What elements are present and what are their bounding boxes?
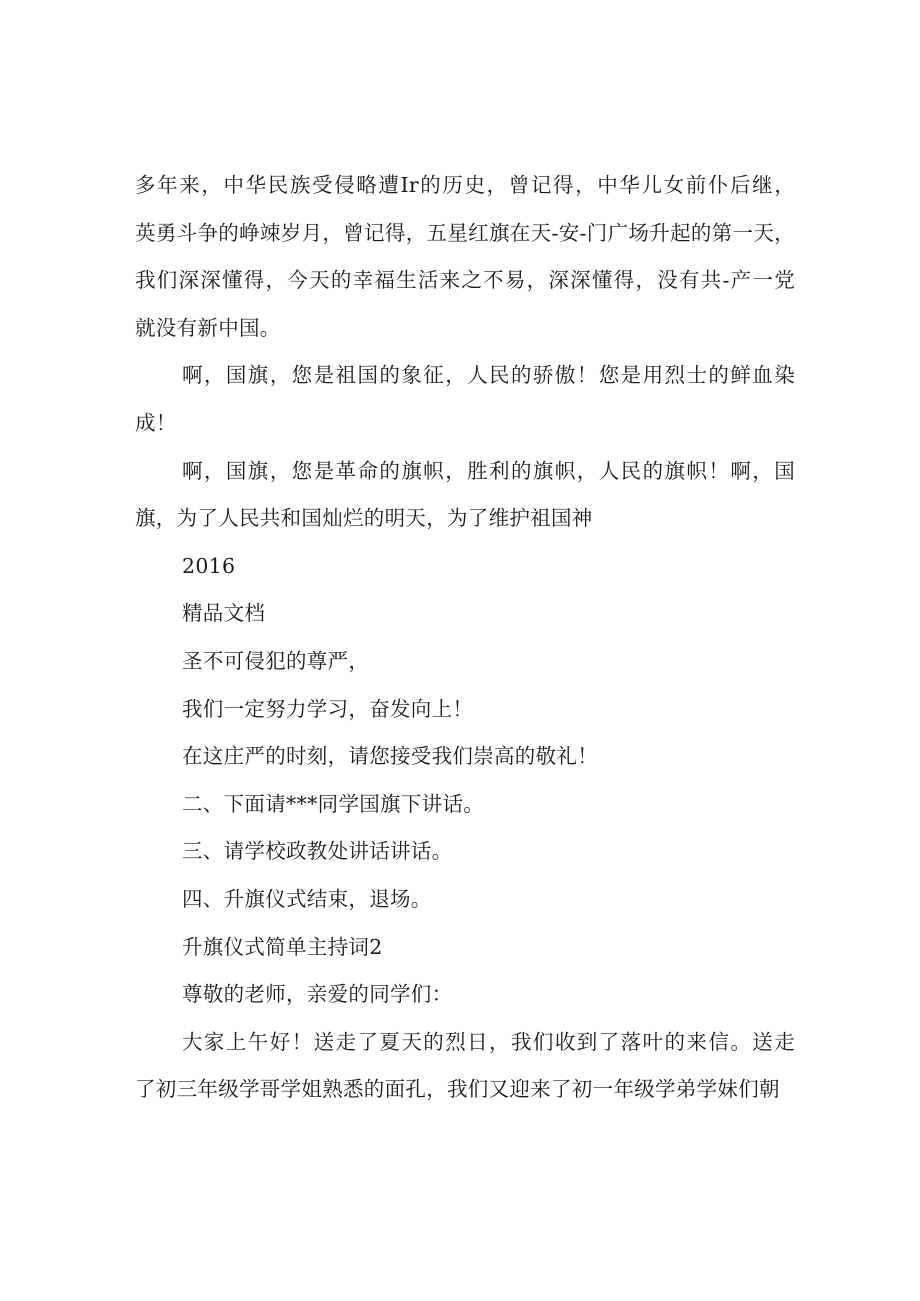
text-line: 2016 (182, 553, 236, 578)
paragraph (135, 638, 795, 686)
text-line: 精品文档 (182, 601, 266, 626)
text-line: 四、升旗仪式结束，退场。 (182, 886, 432, 911)
text-line: 在这庄严的时刻，请您接受我们崇高的敬礼！ (182, 744, 598, 769)
text-line: 圣不可侵犯的尊严， (182, 648, 370, 673)
text-line: 尊敬的老师，亲爱的同学们： (182, 982, 453, 1007)
paragraph (135, 590, 795, 638)
document-body (135, 162, 795, 1114)
text-line: 升旗仪式简单主持词2 (182, 934, 383, 959)
paragraph (135, 876, 795, 924)
paragraph (135, 352, 795, 447)
paragraph (135, 924, 795, 972)
paragraph (135, 971, 795, 1019)
text-line: 我们深深懂得，今天的幸福生活来之不易，深深懂得，没有共-产一党 (135, 268, 795, 293)
text-line: 啊，国旗，您是祖国的象征，人民的骄傲！您是用烈士的鲜血染 (182, 363, 795, 388)
paragraph (135, 686, 795, 734)
text-line: 了初三年级学哥学姐熟悉的面孔，我们又迎来了初一年级学弟学妹们朝 (135, 1077, 780, 1102)
text-line: 二、下面请***同学国旗下讲话。 (182, 791, 485, 816)
text-line: 啊，国旗，您是革命的旗帜，胜利的旗帜，人民的旗帜！啊，国 (182, 458, 795, 483)
text-line: 旗，为了人民共和国灿烂的明天，为了维护祖国神 (135, 506, 593, 531)
paragraph (135, 733, 795, 781)
paragraph (135, 543, 795, 591)
text-line: 多年来，中华民族受侵略遭Ir的历史，曾记得，中华儿女前仆后继， (135, 173, 795, 197)
text-line: 英勇斗争的峥竦岁月，曾记得，五星红旗在天-安-门广场升起的第一天， (135, 220, 795, 245)
paragraph (135, 781, 795, 829)
paragraph (135, 448, 795, 543)
paragraph (135, 162, 795, 352)
text-line: 就没有新中国。 (135, 315, 281, 340)
paragraph (135, 1019, 795, 1114)
text-line: 三、请学校政教处讲话讲话。 (182, 839, 453, 864)
paragraph (135, 828, 795, 876)
text-line: 大家上午好！送走了夏天的烈日，我们收到了落叶的来信。送走 (182, 1029, 795, 1054)
text-line: 我们一定努力学习，奋发向上！ (182, 696, 474, 721)
text-line: 成！ (135, 410, 177, 435)
